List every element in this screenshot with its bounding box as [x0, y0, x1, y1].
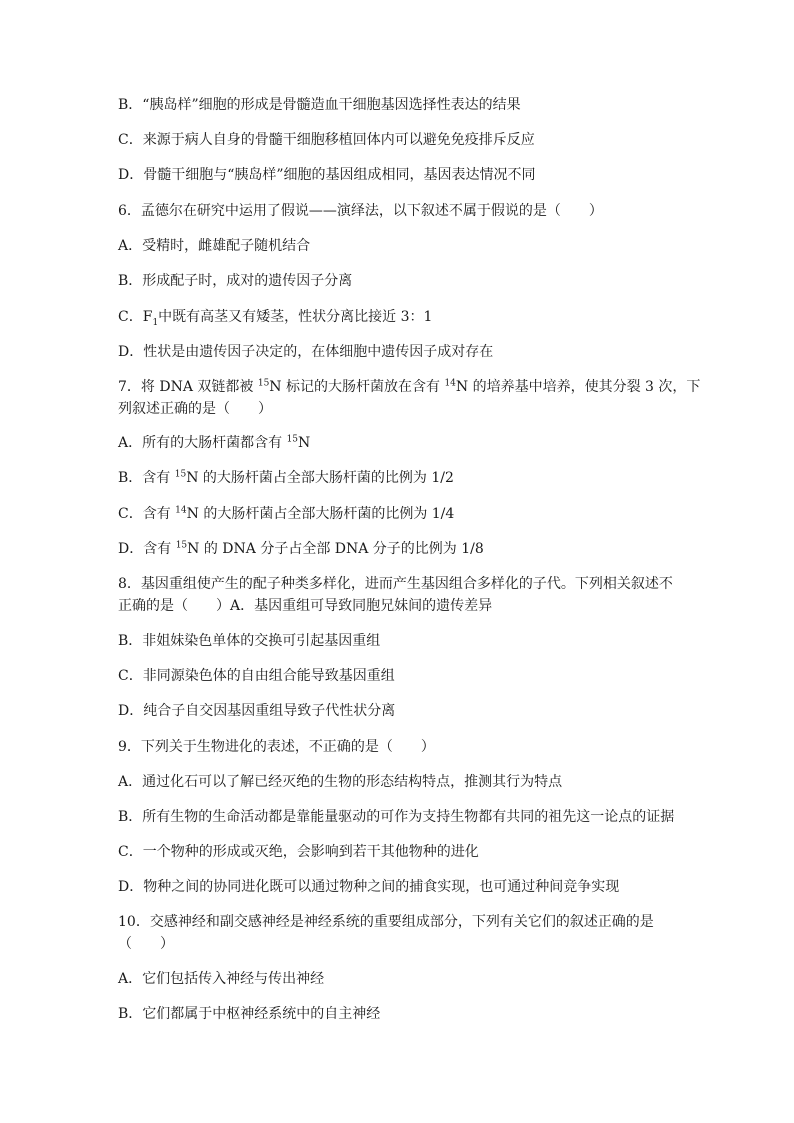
q7-a-pre: A．所有的大肠杆菌都含有 — [118, 435, 287, 451]
q8-option-d: D．纯合子自交因基因重组导致子代性状分离 — [118, 703, 396, 719]
q8-stem-line2: 正确的是（ ）A．基因重组可导致同胞兄妹间的遗传差异 — [118, 598, 493, 614]
q7-d-post: N 的 DNA 分子占全部 DNA 分子的比例为 1/8 — [187, 541, 484, 557]
q7-b-sup: 15 — [174, 469, 187, 480]
q7-stem-sup1: 15 — [257, 378, 270, 389]
q7-a-sup: 15 — [286, 434, 299, 445]
q9-option-d: D．物种之间的协同进化既可以通过物种之间的捕食实现，也可通过种间竞争实现 — [118, 879, 620, 895]
q6-c-pre: C．F — [118, 309, 153, 325]
q7-stem-line2: 列叙述正确的是（ ） — [118, 401, 272, 417]
q7-option-c — [118, 505, 678, 523]
q8-option-b: B．非姐妹染色单体的交换可引起基因重组 — [118, 633, 381, 649]
q10-option-b: B．它们都属于中枢神经系统中的自主神经 — [118, 1006, 381, 1022]
q5-option-b: B．“胰岛样”细胞的形成是骨髓造血干细胞基因选择性表达的结果 — [118, 97, 521, 113]
q7-stem-mid: N 标记的大肠杆菌放在含有 — [269, 379, 445, 395]
q9-stem: 9．下列关于生物进化的表述，不正确的是（ ） — [118, 739, 435, 755]
q9-option-a: A．通过化石可以了解已经灭绝的生物的形态结构特点，推测其行为特点 — [118, 774, 563, 790]
q7-b-post: N 的大肠杆菌占全部大肠杆菌的比例为 1/2 — [186, 470, 454, 486]
q7-c-sup: 14 — [175, 505, 187, 516]
q7-option-b — [118, 469, 678, 487]
q7-stem-post: N 的培养基中培养，使其分裂 3 次，下 — [455, 379, 701, 395]
q6-stem: 6．孟德尔在研究中运用了假说——演绎法，以下叙述不属于假说的是（ ） — [118, 203, 603, 219]
q7-c-pre: C．含有 — [118, 506, 176, 522]
q10-stem-line1: 10．交感神经和副交感神经是神经系统的重要组成部分，下列有关它们的叙述正确的是 — [118, 914, 654, 930]
q8-option-c: C．非同源染色体的自由组合能导致基因重组 — [118, 668, 395, 684]
q10-stem-line2: （ ） — [118, 936, 174, 952]
q7-stem-line1 — [118, 378, 701, 396]
q6-c-post: 中既有高茎又有矮茎，性状分离比接近 3：1 — [158, 309, 433, 325]
q5-option-d: D．骨髓干细胞与“胰岛样”细胞的基因组成相同，基因表达情况不同 — [118, 167, 536, 183]
q7-stem-pre: 7．将 DNA 双链都被 — [118, 379, 258, 395]
q9-option-c: C．一个物种的形成或灭绝，会影响到若干其他物种的进化 — [118, 844, 479, 860]
q7-option-a — [118, 434, 678, 452]
q10-option-a: A．它们包括传入神经与传出神经 — [118, 971, 325, 987]
q6-option-a: A．受精时，雌雄配子随机结合 — [118, 238, 311, 254]
q6-c-sub: 1 — [152, 317, 159, 328]
q8-stem-line1: 8．基因重组使产生的配子种类多样化，进而产生基因组合多样化的子代。下列相关叙述不 — [118, 576, 673, 592]
q6-option-c — [118, 308, 678, 326]
q7-option-d — [118, 540, 678, 558]
q6-option-b: B．形成配子时，成对的遗传因子分离 — [118, 273, 353, 289]
q7-d-pre: D．含有 — [118, 541, 176, 557]
q7-c-post: N 的大肠杆菌占全部大肠杆菌的比例为 1/4 — [186, 506, 455, 522]
q5-option-c: C．来源于病人自身的骨髓干细胞移植回体内可以避免免疫排斥反应 — [118, 132, 535, 148]
q7-a-post: N — [298, 435, 311, 451]
q6-option-d: D．性状是由遗传因子决定的，在体细胞中遗传因子成对存在 — [118, 344, 494, 360]
q9-option-b: B．所有生物的生命活动都是靠能量驱动的可作为支持生物都有共同的祖先这一论点的证据 — [118, 809, 675, 825]
q7-stem-sup2: 14 — [444, 378, 456, 389]
q7-b-pre: B．含有 — [118, 470, 175, 486]
q7-d-sup: 15 — [175, 540, 188, 551]
